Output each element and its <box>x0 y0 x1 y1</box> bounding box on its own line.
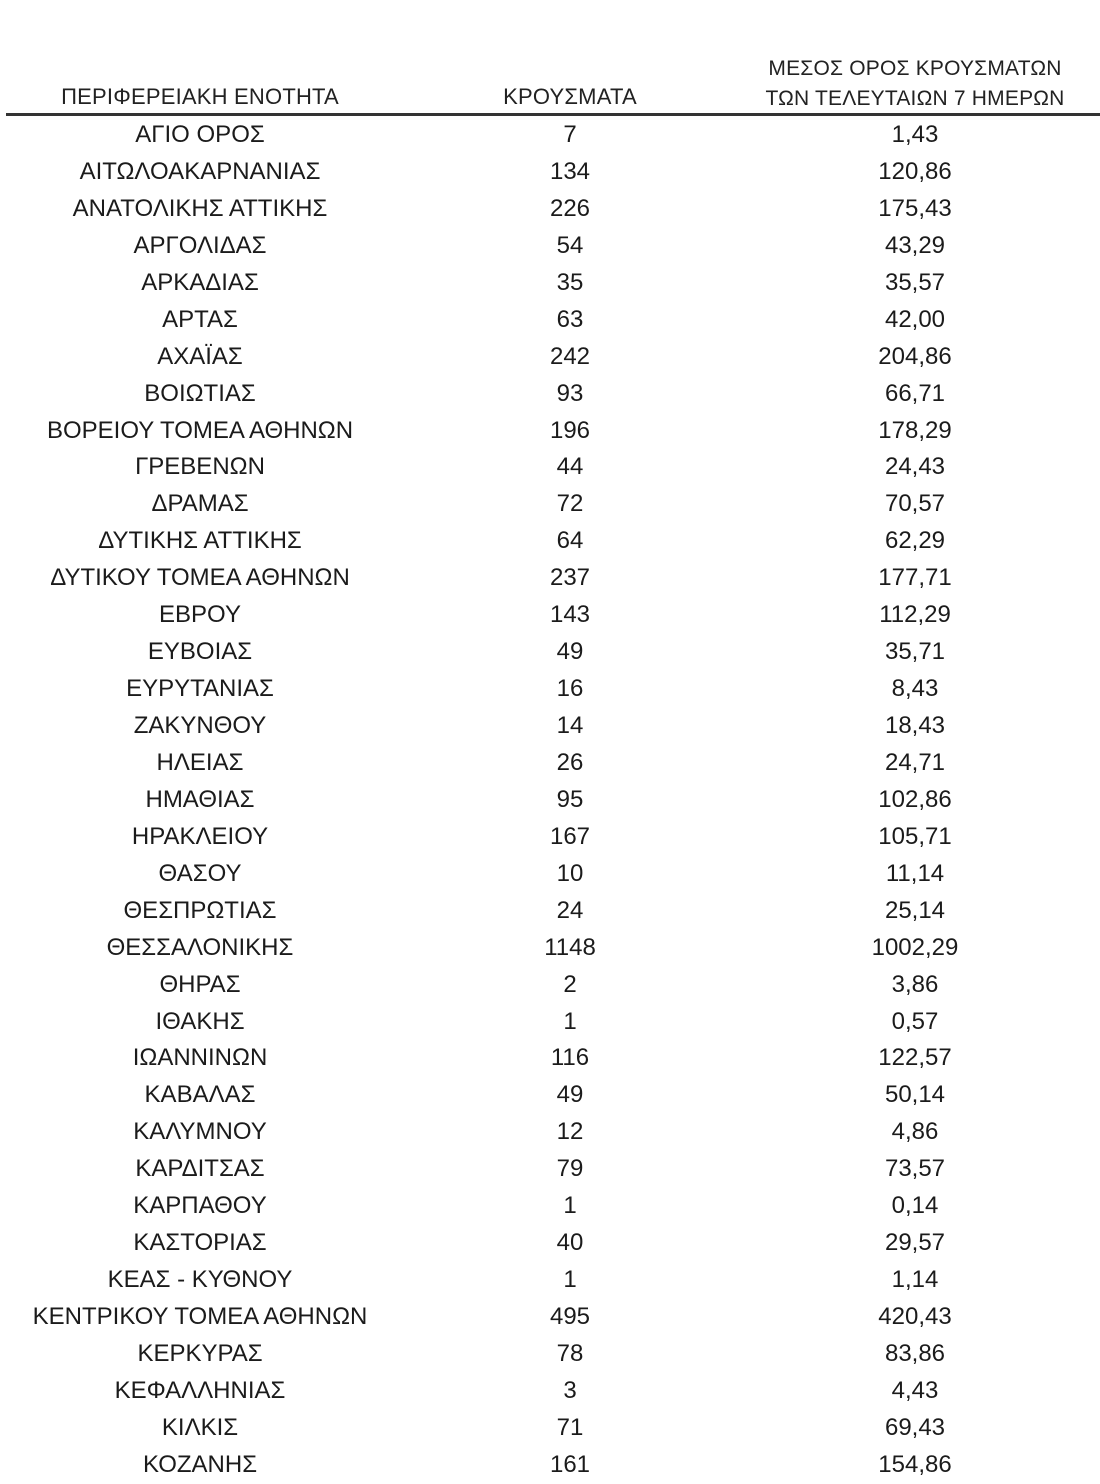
row-seven-day-average: 70,57 <box>884 490 946 518</box>
row-seven-day-average: 1002,29 <box>871 933 959 961</box>
row-seven-day-average: 102,86 <box>878 785 952 813</box>
row-cases: 44 <box>556 453 584 481</box>
row-cases: 7 <box>563 121 577 148</box>
header-seven-day-average <box>740 54 1090 114</box>
row-seven-day-average: 35,57 <box>884 268 946 296</box>
row-region: ΘΗΡΑΣ <box>159 970 241 998</box>
row-cases: 116 <box>550 1044 590 1072</box>
row-cases: 196 <box>549 416 591 444</box>
row-region: ΕΥΒΟΙΑΣ <box>147 638 253 666</box>
row-cases: 72 <box>556 490 584 518</box>
header-avg-line2: ΤΩΝ ΤΕΛΕΥΤΑΙΩΝ 7 ΗΜΕΡΩΝ <box>765 87 1065 110</box>
row-cases: 1 <box>563 1266 577 1294</box>
row-seven-day-average: 154,86 <box>878 1450 952 1478</box>
row-seven-day-average: 0,14 <box>891 1192 939 1220</box>
row-region: ΖΑΚΥΝΘΟΥ <box>133 712 267 739</box>
row-region: ΙΘΑΚΗΣ <box>155 1007 245 1035</box>
table-row <box>0 930 1100 967</box>
row-seven-day-average: 35,71 <box>884 638 946 666</box>
table-row <box>0 1410 1100 1447</box>
row-cases: 14 <box>556 712 584 739</box>
row-seven-day-average: 24,71 <box>884 748 946 776</box>
header-cases: ΚΡΟΥΣΜΑΤΑ <box>503 84 637 109</box>
row-cases: 49 <box>556 638 584 666</box>
header-avg-line1: ΜΕΣΟΣ ΟΡΟΣ ΚΡΟΥΣΜΑΤΩΝ <box>768 57 1062 80</box>
table-row <box>0 893 1100 930</box>
row-seven-day-average: 105,71 <box>878 822 952 850</box>
table-row <box>0 745 1100 782</box>
row-cases: 63 <box>556 305 584 333</box>
table-body <box>0 117 1100 1484</box>
row-region: ΗΜΑΘΙΑΣ <box>145 785 255 813</box>
row-cases: 16 <box>556 675 584 703</box>
row-seven-day-average: 8,43 <box>891 675 939 703</box>
table-row <box>0 1040 1100 1077</box>
table-row <box>0 523 1100 560</box>
row-seven-day-average: 0,57 <box>891 1007 939 1035</box>
table-row <box>0 967 1100 1004</box>
row-region: ΚΑΡΔΙΤΣΑΣ <box>135 1155 265 1183</box>
row-cases: 10 <box>556 859 584 887</box>
row-region: ΚΕΝΤΡΙΚΟΥ ΤΟΜΕΑ ΑΘΗΝΩΝ <box>32 1303 368 1330</box>
row-region: ΒΟΙΩΤΙΑΣ <box>144 379 256 407</box>
row-seven-day-average: 69,43 <box>884 1413 946 1441</box>
row-region: ΑΡΤΑΣ <box>162 305 238 333</box>
row-cases: 79 <box>556 1155 584 1183</box>
row-seven-day-average: 29,57 <box>884 1229 946 1257</box>
row-seven-day-average: 50,14 <box>884 1081 946 1109</box>
row-region: ΚΙΛΚΙΣ <box>161 1413 239 1441</box>
row-cases: 12 <box>556 1118 584 1146</box>
row-seven-day-average: 1,43 <box>891 121 939 148</box>
row-cases: 40 <box>556 1229 584 1257</box>
row-cases: 161 <box>549 1450 591 1478</box>
row-region: ΚΟΖΑΝΗΣ <box>142 1450 258 1478</box>
table-header <box>0 0 1100 115</box>
table-row <box>0 671 1100 708</box>
row-region: ΔΥΤΙΚΟΥ ΤΟΜΕΑ ΑΘΗΝΩΝ <box>50 564 350 592</box>
table-row <box>0 413 1100 450</box>
table-row <box>0 560 1100 597</box>
table-row <box>0 1447 1100 1484</box>
row-cases: 242 <box>549 342 591 370</box>
table-row <box>0 154 1100 191</box>
table-row <box>0 117 1100 154</box>
row-seven-day-average: 25,14 <box>884 896 946 924</box>
row-seven-day-average: 120,86 <box>878 157 952 185</box>
row-region: ΑΧΑΪΑΣ <box>157 342 243 370</box>
table-row <box>0 856 1100 893</box>
row-region: ΚΕΦΑΛΛΗΝΙΑΣ <box>114 1376 286 1404</box>
table-row <box>0 1114 1100 1151</box>
row-region: ΘΑΣΟΥ <box>158 859 242 887</box>
row-region: ΑΡΓΟΛΙΔΑΣ <box>133 231 267 259</box>
row-cases: 226 <box>549 194 591 222</box>
row-seven-day-average: 420,43 <box>878 1303 952 1330</box>
table-row <box>0 1225 1100 1262</box>
table-row <box>0 819 1100 856</box>
row-region: ΚΕΑΣ - ΚΥΘΝΟΥ <box>107 1266 293 1294</box>
row-seven-day-average: 62,29 <box>884 527 946 555</box>
row-region: ΗΡΑΚΛΕΙΟΥ <box>131 822 269 850</box>
table-row <box>0 339 1100 376</box>
row-cases: 1 <box>563 1007 577 1035</box>
row-seven-day-average: 18,43 <box>884 712 946 739</box>
header-region: ΠΕΡΙΦΕΡΕΙΑΚΗ ΕΝΟΤΗΤΑ <box>61 84 339 109</box>
row-seven-day-average: 24,43 <box>884 453 946 481</box>
row-region: ΑΡΚΑΔΙΑΣ <box>141 268 259 296</box>
table-row <box>0 634 1100 671</box>
row-cases: 2 <box>563 970 577 998</box>
row-cases: 78 <box>556 1339 584 1367</box>
row-cases: 143 <box>549 601 591 629</box>
row-cases: 167 <box>549 822 591 850</box>
row-cases: 49 <box>556 1081 584 1109</box>
row-cases: 495 <box>549 1303 591 1330</box>
row-cases: 237 <box>549 564 591 592</box>
table-row <box>0 1188 1100 1225</box>
row-cases: 95 <box>556 785 584 813</box>
row-cases: 1 <box>563 1192 577 1220</box>
row-cases: 35 <box>556 268 584 296</box>
row-region: ΑΓΙΟ ΟΡΟΣ <box>135 121 265 148</box>
row-seven-day-average: 112,29 <box>879 601 951 629</box>
row-seven-day-average: 83,86 <box>884 1339 946 1367</box>
table-row <box>0 597 1100 634</box>
row-region: ΔΥΤΙΚΗΣ ΑΤΤΙΚΗΣ <box>98 527 302 555</box>
row-region: ΚΑΒΑΛΑΣ <box>144 1081 256 1109</box>
table-row <box>0 1299 1100 1336</box>
table-row <box>0 1262 1100 1299</box>
row-seven-day-average: 3,86 <box>891 970 939 998</box>
table-row <box>0 1373 1100 1410</box>
header-divider <box>6 113 1100 116</box>
table-row <box>0 1004 1100 1041</box>
row-cases: 71 <box>556 1413 584 1441</box>
table-row <box>0 708 1100 745</box>
row-cases: 1148 <box>544 933 596 961</box>
row-seven-day-average: 66,71 <box>884 379 946 407</box>
row-seven-day-average: 4,86 <box>891 1118 939 1146</box>
row-region: ΚΑΡΠΑΘΟΥ <box>133 1192 267 1220</box>
row-cases: 3 <box>563 1376 577 1404</box>
table-row <box>0 191 1100 228</box>
table-row <box>0 449 1100 486</box>
row-seven-day-average: 42,00 <box>884 305 946 333</box>
table-row <box>0 1151 1100 1188</box>
row-region: ΘΕΣΣΑΛΟΝΙΚΗΣ <box>106 933 294 961</box>
row-region: ΘΕΣΠΡΩΤΙΑΣ <box>123 896 277 924</box>
row-region: ΒΟΡΕΙΟΥ ΤΟΜΕΑ ΑΘΗΝΩΝ <box>46 416 354 444</box>
row-seven-day-average: 1,14 <box>891 1266 939 1294</box>
row-region: ΚΑΛΥΜΝΟΥ <box>133 1118 267 1146</box>
table-row <box>0 376 1100 413</box>
row-cases: 93 <box>556 379 584 407</box>
row-seven-day-average: 122,57 <box>878 1044 952 1072</box>
table-row <box>0 486 1100 523</box>
row-seven-day-average: 4,43 <box>891 1376 939 1404</box>
table-row <box>0 265 1100 302</box>
row-region: ΕΒΡΟΥ <box>159 601 241 629</box>
row-seven-day-average: 73,57 <box>884 1155 946 1183</box>
row-region: ΚΑΣΤΟΡΙΑΣ <box>133 1229 267 1257</box>
row-seven-day-average: 11,14 <box>885 859 945 887</box>
table-row <box>0 302 1100 339</box>
row-region: ΓΡΕΒΕΝΩΝ <box>135 453 265 481</box>
row-region: ΚΕΡΚΥΡΑΣ <box>137 1339 263 1367</box>
row-seven-day-average: 43,29 <box>884 231 946 259</box>
row-cases: 24 <box>556 896 584 924</box>
table-row <box>0 1336 1100 1373</box>
row-region: ΔΡΑΜΑΣ <box>151 490 249 518</box>
row-region: ΗΛΕΙΑΣ <box>156 748 244 776</box>
row-region: ΑΙΤΩΛΟΑΚΑΡΝΑΝΙΑΣ <box>79 157 321 185</box>
row-region: ΕΥΡΥΤΑΝΙΑΣ <box>126 675 274 703</box>
row-seven-day-average: 178,29 <box>878 416 952 444</box>
table-row <box>0 782 1100 819</box>
table-row <box>0 1077 1100 1114</box>
row-cases: 134 <box>549 157 591 185</box>
row-seven-day-average: 177,71 <box>878 564 952 592</box>
row-seven-day-average: 204,86 <box>878 342 952 370</box>
row-cases: 54 <box>556 231 584 259</box>
table-row <box>0 228 1100 265</box>
row-cases: 64 <box>556 527 584 555</box>
row-region: ΑΝΑΤΟΛΙΚΗΣ ΑΤΤΙΚΗΣ <box>72 194 328 222</box>
row-seven-day-average: 175,43 <box>878 194 952 222</box>
row-region: ΙΩΑΝΝΙΝΩΝ <box>132 1044 268 1072</box>
row-cases: 26 <box>556 748 584 776</box>
